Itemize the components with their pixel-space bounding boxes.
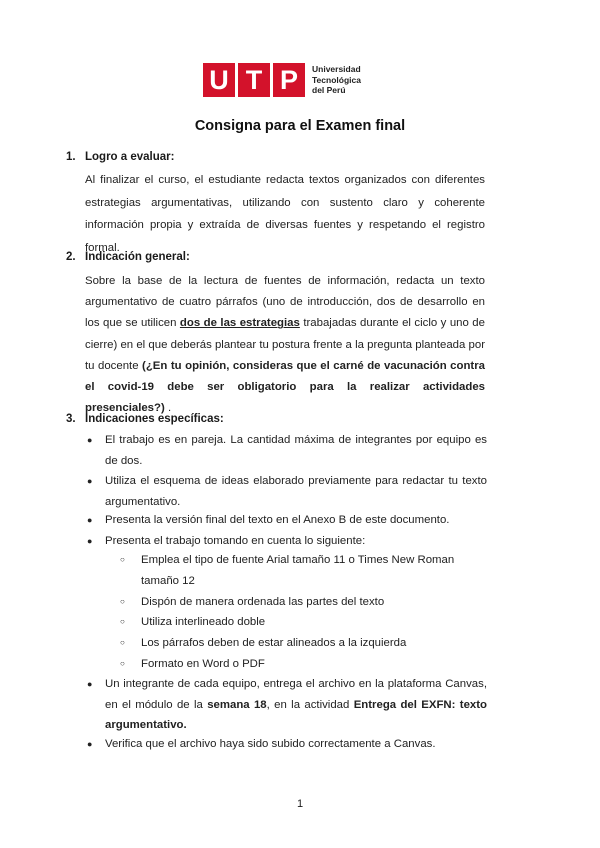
- utp-logo: [203, 63, 361, 97]
- circle-bullet-icon: ○: [120, 617, 125, 626]
- logo-line-2: Tecnológica: [312, 74, 361, 85]
- bullet-icon: ●: [87, 536, 93, 546]
- section-2-text-end: .: [164, 402, 172, 415]
- logo-letter-p: P: [273, 63, 305, 97]
- section-3-number: 3.: [66, 413, 76, 425]
- section-2-text-b: trabajadas durante el ciclo y uno de cierre) en el que deberás plantear tu postura frente a la pregunta planteada por tu docente: [85, 317, 485, 372]
- section-2-label: Indicación general:: [85, 251, 190, 263]
- section-2-body: [85, 271, 485, 419]
- circle-bullet-icon: ○: [120, 597, 125, 606]
- logo-line-1: Universidad: [312, 64, 361, 75]
- bullet-icon: ●: [87, 476, 93, 486]
- logo-line-3: del Perú: [312, 85, 346, 96]
- bullet-icon: ●: [87, 739, 93, 749]
- page-title: Consigna para el Examen final: [194, 118, 406, 134]
- section-2-question: (¿En tu opinión, consideras que el carné de vacunación contra el covid-19 debe ser obligatorio para la realizar actividades presenciales?): [85, 359, 485, 415]
- section-2-underlined: dos de las estrategias: [179, 317, 300, 330]
- circle-bullet-icon: ○: [120, 555, 125, 564]
- logo-letter-t: T: [238, 63, 270, 97]
- page-number: 1: [296, 798, 304, 810]
- bullet-icon: ●: [87, 515, 93, 525]
- section-3-label: Indicaciones específicas:: [85, 413, 224, 425]
- section-1-label: Logro a evaluar:: [85, 151, 175, 163]
- section-1-body: Al finalizar el curso, el estudiante redacta textos organizados con diferentes estrategias argumentativas, utilizando con sustento claro y coherente información propia y extraída de diversas fuentes y respetando el registro formal.: [85, 174, 485, 254]
- section-1-number: 1.: [66, 151, 76, 163]
- section-2-text-a: Sobre la base de la lectura de fuentes de información, redacta un texto argumentativo de cuatro párrafos (uno de introducción, dos de desarrollo en los que se utilicen: [85, 275, 485, 330]
- circle-bullet-icon: ○: [120, 659, 125, 668]
- bullet-icon: ●: [87, 679, 93, 689]
- logo-letter-u: U: [203, 63, 235, 97]
- section-2-number: 2.: [66, 251, 76, 263]
- bullet-icon: ●: [87, 435, 93, 445]
- circle-bullet-icon: ○: [120, 638, 125, 647]
- logo-wordmark: [312, 64, 361, 96]
